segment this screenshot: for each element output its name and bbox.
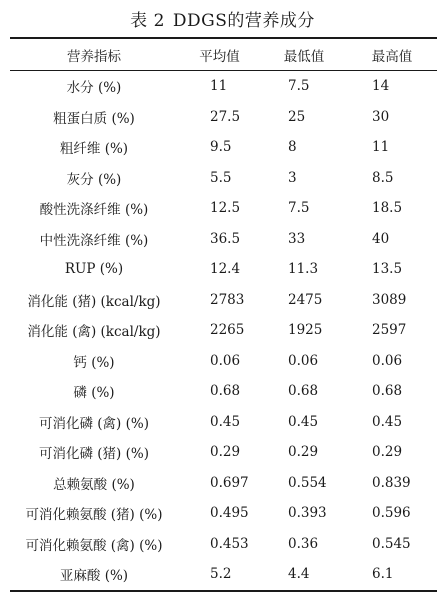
caption-text: DDGS的营养成分 [172,11,315,31]
row-maximum: 3089 [372,291,407,308]
table-row [10,376,437,407]
table-caption [0,6,445,31]
row-maximum: 0.45 [372,413,403,430]
table-row [10,193,437,224]
table-row [10,498,437,529]
table-row [10,285,437,316]
row-indicator: 可消化磷 (禽) (%) [39,415,149,432]
row-minimum: 8 [288,139,297,156]
row-indicator: 磷 (%) [73,385,115,402]
row-minimum: 25 [288,108,306,125]
table-body [10,71,437,591]
row-indicator: 钙 (%) [73,354,115,371]
row-maximum: 0.839 [372,474,411,491]
table-row [10,346,437,377]
header-row [10,38,437,71]
row-indicator: 粗蛋白质 (%) [53,110,135,127]
row-average: 12.5 [210,200,241,217]
table-row [10,132,437,163]
row-average: 0.29 [210,444,241,461]
table-row [10,102,437,133]
row-maximum: 0.29 [372,444,403,461]
row-minimum: 0.29 [288,444,319,461]
row-maximum: 0.06 [372,352,403,369]
header-indicator: 营养指标 [67,48,121,65]
nutrient-table [10,37,437,592]
row-average: 9.5 [210,139,232,156]
table-row [10,407,437,438]
row-average: 0.697 [210,474,249,491]
row-minimum: 0.36 [288,535,319,552]
row-minimum: 11.3 [288,261,319,278]
row-maximum: 0.596 [372,505,411,522]
row-maximum: 0.68 [372,383,403,400]
row-maximum: 30 [372,108,390,125]
row-indicator: 可消化磷 (猪) (%) [39,446,149,463]
row-maximum: 11 [372,139,390,156]
row-minimum: 7.5 [288,78,310,95]
table-row [10,163,437,194]
row-average: 2783 [210,291,245,308]
row-maximum: 8.5 [372,169,394,186]
header-minimum: 最低值 [283,48,325,65]
row-indicator: 灰分 (%) [66,171,122,188]
row-indicator: 酸性洗涤纤维 (%) [39,202,149,219]
row-average: 27.5 [210,108,241,125]
row-average: 12.4 [210,261,241,278]
row-minimum: 0.393 [288,505,327,522]
table-row [10,559,437,591]
row-minimum: 0.45 [288,413,319,430]
row-minimum: 0.68 [288,383,319,400]
row-indicator: 可消化赖氨酸 (猪) (%) [25,507,163,524]
table-row [10,437,437,468]
row-average: 0.68 [210,383,241,400]
table-row [10,254,437,285]
row-maximum: 0.545 [372,535,411,552]
table-row [10,71,437,102]
table-row [10,529,437,560]
caption-number: 2 [153,11,165,31]
row-indicator: 亚麻酸 (%) [59,568,129,585]
row-minimum: 1925 [288,322,323,339]
table-header [10,38,437,71]
row-average: 0.495 [210,505,249,522]
row-minimum: 33 [288,230,306,247]
row-indicator: 水分 (%) [66,80,122,97]
row-minimum: 0.554 [288,474,327,491]
row-minimum: 4.4 [288,566,310,583]
table-row [10,468,437,499]
row-indicator: 消化能 (禽) (kcal/kg) [27,324,161,341]
header-average: 平均值 [199,48,240,65]
row-average: 2265 [210,322,245,339]
row-maximum: 14 [372,78,390,95]
row-maximum: 2597 [372,322,407,339]
row-average: 0.453 [210,535,249,552]
row-maximum: 18.5 [372,200,403,217]
row-average: 5.2 [210,566,232,583]
row-minimum: 7.5 [288,200,310,217]
row-maximum: 6.1 [372,566,394,583]
table-row [10,224,437,255]
row-minimum: 0.06 [288,352,319,369]
row-indicator: 粗纤维 (%) [59,141,129,158]
header-maximum: 最高值 [371,48,413,65]
row-average: 36.5 [210,230,241,247]
row-minimum: 2475 [288,291,323,308]
row-indicator: 总赖氨酸 (%) [53,476,135,493]
row-indicator: RUP (%) [64,261,124,278]
row-minimum: 3 [288,169,297,186]
row-average: 5.5 [210,169,232,186]
row-average: 11 [210,78,228,95]
table-row [10,315,437,346]
row-average: 0.45 [210,413,241,430]
caption-prefix: 表 [130,11,148,31]
row-indicator: 可消化赖氨酸 (禽) (%) [25,537,163,554]
row-average: 0.06 [210,352,241,369]
row-maximum: 40 [372,230,390,247]
row-maximum: 13.5 [372,261,403,278]
row-indicator: 消化能 (猪) (kcal/kg) [27,293,161,310]
row-indicator: 中性洗涤纤维 (%) [39,232,149,249]
